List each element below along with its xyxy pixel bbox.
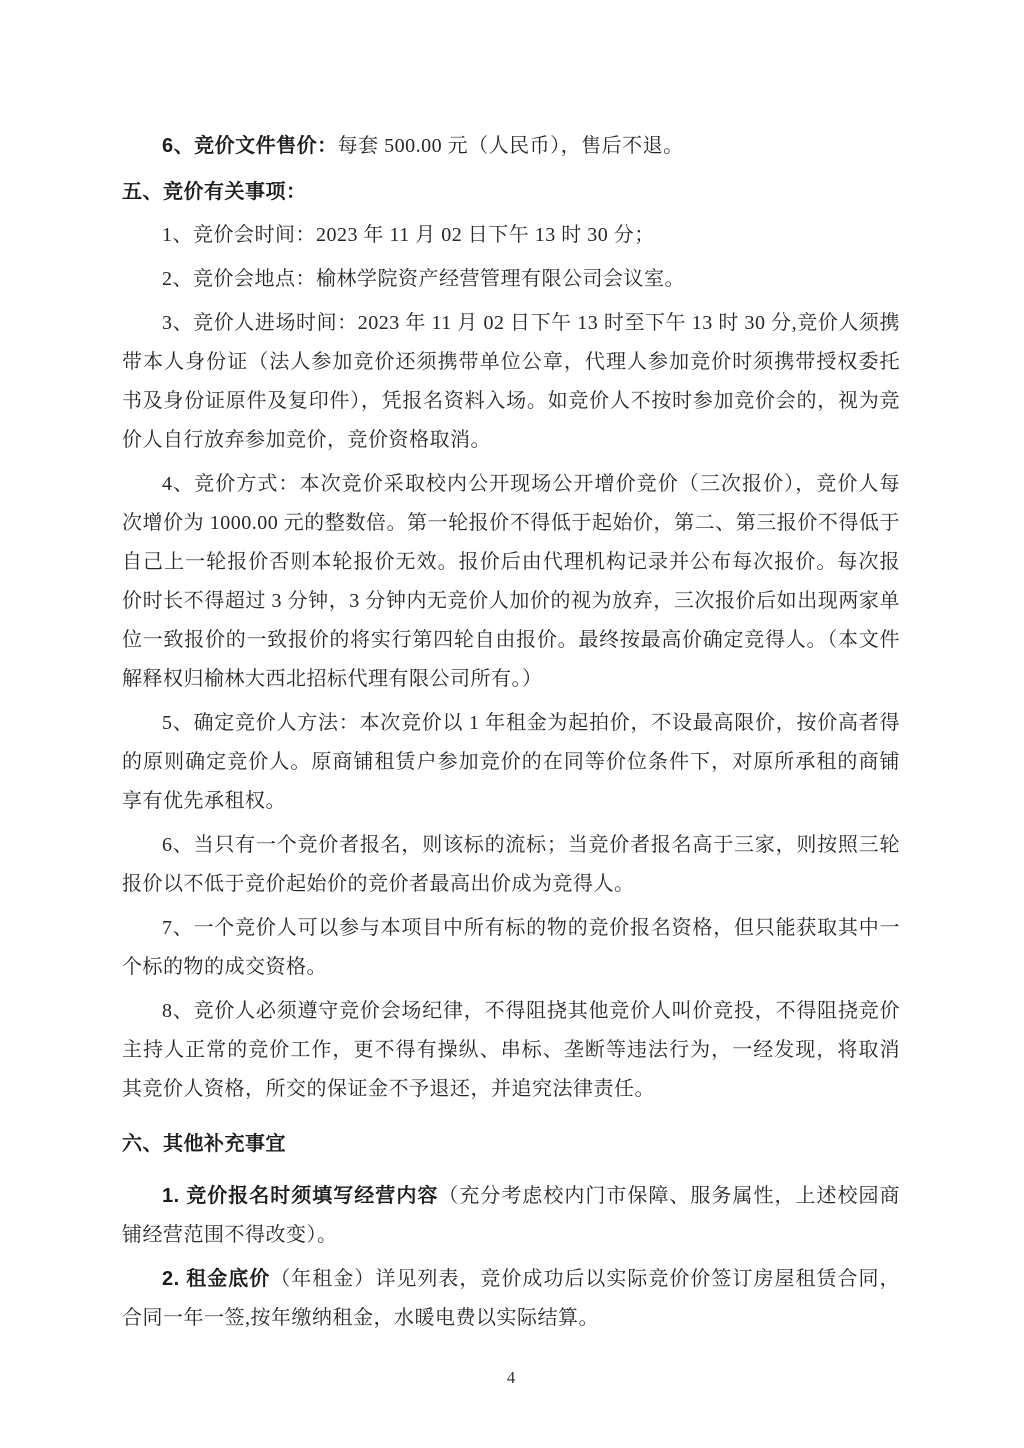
paragraph-single-bidder-rule: 6、当只有一个竞价者报名，则该标的流标；当竞价者报名高于三家，则按照三轮报价以不低于竞价起始价的竞价者最高出价成为竞得人。: [122, 834, 900, 895]
paragraph-one-lot-rule: 7、一个竞价人可以参与本项目中所有标的物的竞价报名资格，但只能获取其中一个标的物的成交资格。: [122, 917, 900, 978]
sale-price-label: 6、竞价文件售价：: [162, 135, 338, 157]
paragraph-auction-method: 4、竞价方式：本次竞价采取校内公开现场公开增价竞价（三次报价），竞价人每次增价为 1000.00 元的整数倍。第一轮报价不得低于起始价，第二、第三报价不得低于自己上一轮报价否则本轮报价无效。报价后由代理机构记录并公布每次报价。每次报价时长不得超过 3 分钟，3 分钟内无竞价人加价的视为放弃，三次报价后如出现两家单位一致报价的一致报价的将实行第四轮自由报价。最终按最高价确定竞得人。（本文件解释权归榆林大西北招标代理有限公司所有。）: [122, 473, 900, 690]
paragraph-auction-time: 1、竞价会时间：2023 年 11 月 02 日下午 13 时 30 分；: [162, 224, 655, 246]
supplement-2-text: （年租金）详见列表，竞价成功后以实际竞价价签订房屋租赁合同，合同一年一签,按年缴纳租金，水暖电费以实际结算。: [122, 1268, 900, 1329]
paragraph-document-sale-price: [122, 127, 900, 166]
heading-section-5: 五、竞价有关事项：: [122, 181, 307, 203]
page-footer: [122, 1367, 900, 1389]
supplement-1-text: （充分考虑校内门市保障、服务属性，上述校园商铺经营范围不得改变）。: [122, 1185, 900, 1246]
paragraph-auction-location: 2、竞价会地点：榆林学院资产经营管理有限公司会议室。: [162, 268, 685, 290]
supplement-2-label: 2. 租金底价: [162, 1268, 271, 1290]
paragraph-discipline-rule: 8、竞价人必须遵守竞价会场纪律，不得阻挠其他竞价人叫价竞投，不得阻挠竞价主持人正常的竞价工作，更不得有操纵、串标、垄断等违法行为，一经发现，将取消其竞价人资格，所交的保证金不予退还，并追究法律责任。: [122, 1000, 900, 1100]
sale-price-text: 每套 500.00 元（人民币），售后不退。: [337, 135, 684, 157]
paragraph-entry-time: 3、竞价人进场时间：2023 年 11 月 02 日下午 13 时至下午 13 时 30 分,竞价人须携带本人身份证（法人参加竞价还须携带单位公章，代理人参加竞价时须携带授权委托书及身份证原件及复印件），凭报名资料入场。如竞价人不按时参加竞价会的，视为竞价人自行放弃参加竞价，竞价资格取消。: [122, 312, 900, 451]
paragraph-supplement-rent-base: [122, 1260, 900, 1338]
page-number: 4: [506, 1368, 516, 1387]
paragraph-supplement-business-content: [122, 1177, 900, 1255]
paragraph-winner-determination: 5、确定竞价人方法：本次竞价以 1 年租金为起拍价，不设最高限价，按价高者得的原则确定竞价人。原商铺租赁户参加竞价的在同等价位条件下，对原所承租的商铺享有优先承租权。: [122, 712, 900, 812]
supplement-1-label: 1. 竞价报名时须填写经营内容: [162, 1185, 439, 1207]
document-body: [122, 127, 900, 1389]
heading-section-6: 六、其他补充事宜: [122, 1133, 286, 1155]
